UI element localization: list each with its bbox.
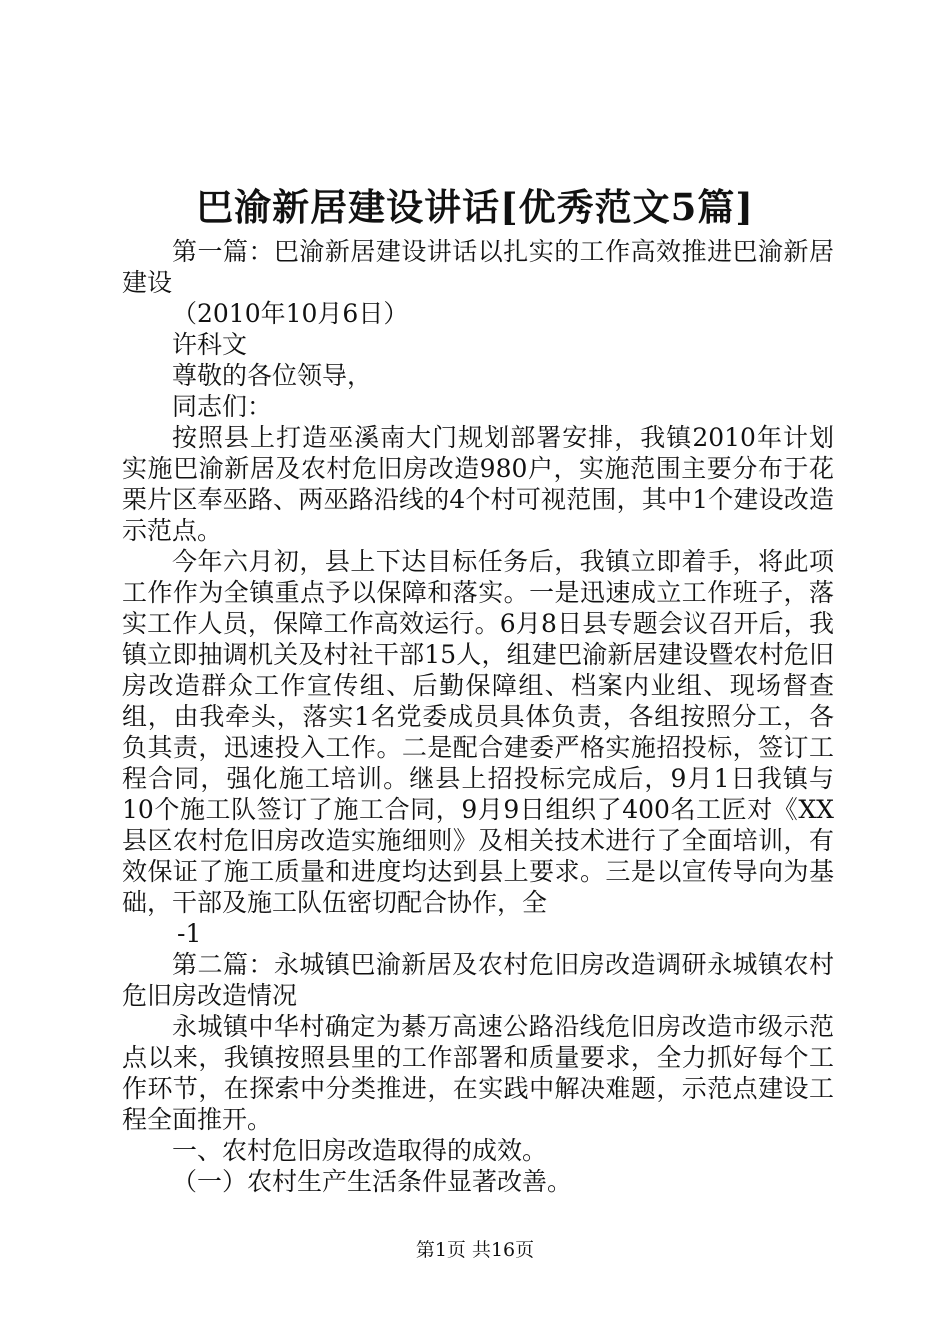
- author-line: 许科文: [172, 330, 248, 359]
- section-heading: 第二篇：永城镇巴渝新居及农村危旧房改造调研永城镇农村危旧房改造情况: [122, 950, 834, 1010]
- salutation-line: 同志们：: [172, 392, 273, 421]
- body-paragraph: 今年六月初，县上下达目标任务后，我镇立即着手，将此项工作作为全镇重点予以保障和落实。一是迅速成立工作班子，落实工作人员，保障工作高效运行。6月8日县专题会议召开后，我镇立即抽调机关及村社干部15人，组建巴渝新居建设暨农村危旧房改造群众工作宣传组、后勤保障组、档案内业组、现场督查组，由我牵头，落实1名党委成员具体负责，各组按照分工，各负其责，迅速投入工作。二是配合建委严格实施招投标，签订工程合同，强化施工培训。继县上招投标完成后，9月1日我镇与10个施工队签订了施工合同，9月9日组织了400名工匠对《XX县区农村危旧房改造实施细则》及相关技术进行了全面培训，有效保证了施工质量和进度均达到县上要求。三是以宣传导向为基础，干部及施工队伍密切配合协作，全: [122, 547, 834, 917]
- body-paragraph: 按照县上打造巫溪南大门规划部署安排，我镇2010年计划实施巴渝新居及农村危旧房改造980户，实施范围主要分布于花栗片区奉巫路、两巫路沿线的4个村可视范围，其中1个建设改造示范点。: [122, 423, 834, 545]
- subheading: （一）农村生产生活条件显著改善。: [172, 1167, 573, 1196]
- page-marker: -1: [177, 919, 202, 948]
- page-footer: 第1页 共16页: [415, 1239, 535, 1261]
- section-heading: 第一篇：巴渝新居建设讲话以扎实的工作高效推进巴渝新居建设: [122, 237, 834, 297]
- document-title: 巴渝新居建设讲话[优秀范文5篇]: [196, 185, 754, 229]
- body-paragraph: 永城镇中华村确定为綦万高速公路沿线危旧房改造市级示范点以来，我镇按照县里的工作部署和质量要求，全力抓好每个工作环节，在探索中分类推进，在实践中解决难题，示范点建设工程全面推开。: [122, 1012, 834, 1134]
- document-body: [122, 236, 834, 1197]
- salutation-line: 尊敬的各位领导，: [172, 361, 373, 390]
- subheading: 一、农村危旧房改造取得的成效。: [172, 1136, 548, 1165]
- date-line: （2010年10月6日）: [172, 299, 409, 328]
